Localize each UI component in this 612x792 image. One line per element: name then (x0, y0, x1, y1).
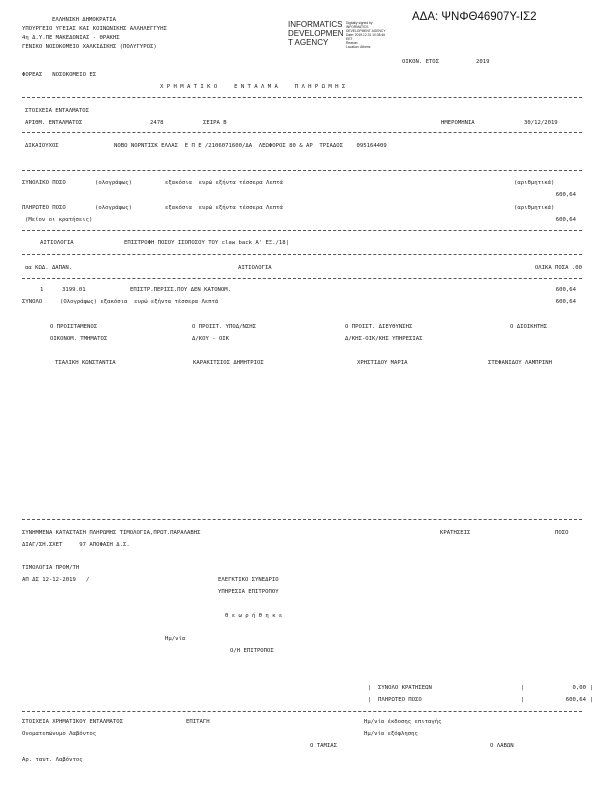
stamp-small-1: Digitally signed by (346, 21, 373, 25)
payable-in-words: εξακόσια ευρώ εξήντα τέσσερα Λεπτά (165, 205, 283, 211)
stamp-small-3: DEVELOPMENT AGENCY (346, 29, 386, 33)
signature-role-3: Ο ΠΡΟΙΣΤ. ΔΙΕΥΘΥΝΣΗΣ (345, 324, 413, 330)
divider (22, 519, 582, 520)
signature-role-4: Ο ΔΙΟΙΚΗΤΗΣ (510, 324, 548, 330)
invoice-label: ΤΙΜΟΛΟΓΙΑ ΠΡΟΜ/ΤΗ (22, 565, 80, 571)
stamp-small-4: Date: 2019.12.31 10:38:46 (346, 33, 386, 37)
signature-role-3-sub: Δ/ΚΗΣ-ΟΙΚ/ΚΗΣ ΥΠΗΡΕΣΙΑΣ (345, 336, 423, 342)
stamp-line-3: T AGENCY (288, 38, 329, 47)
total-label: ΣΥΝΟΛΙΚΟ ΠΟΣΟ (22, 180, 66, 186)
signature-name-1: ΤΣΑΛΙΚΗ ΚΩΝΣΤΑΝΤΙΑ (55, 360, 116, 366)
approved-text: Θ ε ω ρ ή θ η κ ε (225, 613, 283, 619)
org-line-1: ΕΛΛΗΝΙΚΗ ΔΗΜΟΚΡΑΤΙΑ (52, 17, 116, 23)
payable-numeric-label: (αριθμητικά) (514, 205, 555, 211)
box-bar: | (521, 685, 525, 691)
commissioner-label: Ο/Η ΕΠΙΤΡΟΠΟΣ (230, 648, 274, 654)
digital-signature-stamp (288, 21, 418, 57)
cheque-issue-date-label: Ημ/νία έκδοσης επιταγής (364, 719, 442, 725)
divider (22, 254, 582, 255)
signature-name-4: ΣΤΕΦΑΝΙΔΟΥ ΛΑΜΠΡΙΝΗ (488, 360, 552, 366)
divider (22, 132, 582, 133)
total-in-words-label: (ολογράφως) (95, 180, 133, 186)
fiscal-year-label: ΟΙΚΟΝ. ΕΤΟΣ (402, 59, 440, 65)
payable-in-words-label: (ολογράφως) (95, 205, 133, 211)
document-title: Χ Ρ Η Μ Α Τ Ι Κ Ο Ε Ν Τ Α Λ Μ Α Π Λ Η Ρ Ω Μ Η Σ (160, 84, 346, 90)
footer-payable-label: ΠΛΗΡΩΤΕΟ ΠΟΣΟ (378, 697, 422, 703)
total-deductions-amount: 0,00 (572, 685, 586, 691)
receiver-label: Ο ΛΑΒΩΝ (490, 743, 514, 749)
total-in-words: εξακόσια ευρώ εξήντα τέσσερα Λεπτά (165, 180, 283, 186)
less-deductions-amount: 600,64 (555, 217, 576, 223)
signature-role-2: Ο ΠΡΟΙΣΤ. ΥΠΟΔ/ΝΣΗΣ (192, 324, 256, 330)
receiver-id-label: Αρ. ταυτ. Λαβόντος (22, 757, 83, 763)
audit-line-2: ΥΠΗΡΕΣΙΑ ΕΠΙΤΡΟΠΟΥ (218, 589, 279, 595)
attached-docs: ΣΥΝΗΜΜΕΝΑ ΚΑΤΑΣΤΑΣΗ ΠΛΗΡΩΜΗΣ ΤΙΜΟΛΟΓΙΑ,ΠΡΩΤ.ΠΑΡΑΛΑΒΗΣ (22, 530, 201, 536)
total-amount: 600,64 (555, 192, 576, 198)
fiscal-year: 2019 (476, 59, 490, 65)
signature-role-1-sub: ΟΙΚΟΝΟΜ. ΤΜΗΜΑΤΟΣ (50, 336, 108, 342)
agency-line: ΦΟΡΕΑΣ ΝΟΣΟΚΟΜΕΙΟ ΕΣ (22, 72, 97, 78)
row-aa: 1 (40, 287, 44, 293)
order-number: 2478 (150, 120, 164, 126)
divider (22, 711, 582, 712)
deductions-column: ΠΟΣΟ (555, 530, 569, 536)
box-bar: | (590, 685, 594, 691)
beneficiary-label: ΔΙΚΑΙΟΥΧΟΣ (25, 143, 59, 149)
row-code: 3199.01 (62, 287, 86, 293)
total-deductions-label: ΣΥΝΟΛΟ ΚΡΑΤΗΣΕΩΝ (378, 685, 432, 691)
order-number-label: ΑΡΙΘΜ. ΕΝΤΑΛΜΑΤΟΣ (25, 120, 83, 126)
audit-line-1: ΕΛΕΓΚΤΙΚΟ ΣΥΝΕΔΡΙΟ (218, 577, 279, 583)
order-date: 30/12/2019 (524, 120, 558, 126)
org-line-3: 4η Δ.Υ.ΠΕ ΜΑΚΕΔΟΝΙΑΣ - ΘΡΑΚΗΣ (22, 35, 120, 41)
table-total-words: (Ολογράφως) εξακόσια ευρώ εξήντα τέσσερα Λεπτά (60, 299, 219, 305)
total-numeric-label: (αριθμητικά) (514, 180, 555, 186)
beneficiary-text: ΝΟΒΟ ΝΟΡΝΤΙΣΚ ΕΛΛΑΣ Ε Π Ε /2106071600/ΔΑ ΛΕΩΦΟΡΟΣ 80 & ΑΡ ΤΡΙΑΔΟΣ 095164409 (114, 143, 387, 149)
box-bar: | (590, 697, 594, 703)
box-bar: | (368, 685, 372, 691)
footer-payable-amount: 600,64 (565, 697, 586, 703)
divider (22, 278, 582, 279)
table-total-label: ΣΥΝΟΛΟ (22, 299, 43, 305)
divider (22, 170, 582, 171)
box-bar: | (521, 697, 525, 703)
cheque-label: ΕΠΙΤΑΓΗ (186, 719, 210, 725)
deductions-label: ΚΡΑΤΗΣΕΙΣ (440, 530, 471, 536)
justification-text: ΕΠΙΣΤΡΟΦΗ ΠΟΣΟΥ ΙΣΟΠΟΣΟΥ ΤΟΥ claw back Α' ΕΞ./18| (124, 240, 290, 246)
org-line-2: ΥΠΟΥΡΓΕΙΟ ΥΓΕΙΑΣ ΚΑΙ ΚΟΙΝΩΝΙΚΗΣ ΑΛΛΗΛΕΓΓΥΗΣ (22, 26, 167, 32)
less-deductions-label: (Μείον οι κρατήσεις) (25, 217, 93, 223)
signature-role-1: Ο ΠΡΟΙΣΤΑΜΕΝΟΣ (50, 324, 98, 330)
divider (22, 230, 582, 231)
justification-label: ΑΙΤΙΟΛΟΓΙΑ (40, 240, 74, 246)
decision-line: ΔΙΑΓ/ΣΗ.ΣΧΕΤ 97 ΑΠΟΦΑΣΗ Δ.Σ. (22, 542, 130, 548)
stamp-small-7: Location: Athens (346, 45, 371, 49)
order-series: ΣΕΙΡΑ Β (203, 120, 227, 126)
stamp-small-2: INFORMATICS (346, 25, 369, 29)
stamp-small-6: Reason: (346, 41, 359, 45)
ada-code: ΑΔΑ: ΨΝΦΘ46907Υ-ΙΣ2 (412, 11, 537, 23)
box-bar: | (368, 697, 372, 703)
table-header-justification: ΑΙΤΙΟΛΟΓΙΑ (238, 265, 272, 271)
row-amount: 600,64 (555, 287, 576, 293)
signature-name-2: ΚΑΡΑΚΙΤΣΙΟΣ ΔΗΜΗΤΡΙΟΣ (193, 360, 264, 366)
row-text: ΕΠΙΣΤΡ.ΠΕΡΙΣΣ.ΠΟΥ ΔΕΝ ΚΑΤΟΝΟΜ. (130, 287, 232, 293)
order-section-label: ΣΤΟΙΧΕΙΑ ΕΝΤΑΛΜΑΤΟΣ (25, 108, 89, 114)
stamp-line-1: INFORMATICS (288, 20, 343, 29)
invoice-line: ΑΠ ΔΣ 12-12-2019 / (22, 577, 90, 583)
table-header-code: αα ΚΩΔ. ΔΑΠΑΝ. (25, 265, 73, 271)
org-line-4: ΓΕΝΙΚΟ ΝΟΣΟΚΟΜΕΙΟ ΧΑΛΚΙΔΙΚΗΣ (ΠΟΛΥΓΥΡΟΣ) (22, 44, 157, 50)
divider (22, 97, 582, 98)
signature-role-2-sub: Δ/ΚΟΥ - ΟΙΚ (192, 336, 230, 342)
stamp-small-5: EET (346, 37, 353, 41)
payable-label: ΠΛΗΡΩΤΕΟ ΠΟΣΟ (22, 205, 66, 211)
stamp-line-2: DEVELOPMEN (288, 29, 344, 38)
approval-date-label: Ημ/νία (165, 636, 186, 642)
order-date-label: ΗΜΕΡΟΜΗΝΙΑ (441, 120, 475, 126)
signature-name-3: ΧΡΗΣΤΙΔΟΥ ΜΑΡΙΑ (357, 360, 408, 366)
cashier-label: Ο ΤΑΜΙΑΣ (310, 743, 337, 749)
table-header-amount: ΟΛΙΚΑ ΠΟΣΑ .00 (534, 265, 582, 271)
settlement-date-label: Ημ/νία εξόφλησης (364, 731, 418, 737)
table-total-amount: 600,64 (555, 299, 576, 305)
order-details-label: ΣΤΟΙΧΕΙΑ ΧΡΗΜΑΤΙΚΟΥ ΕΝΤΑΛΜΑΤΟΣ (22, 719, 124, 725)
receiver-name-label: Ονοματεπώνυμο Λαβόντος (22, 731, 97, 737)
